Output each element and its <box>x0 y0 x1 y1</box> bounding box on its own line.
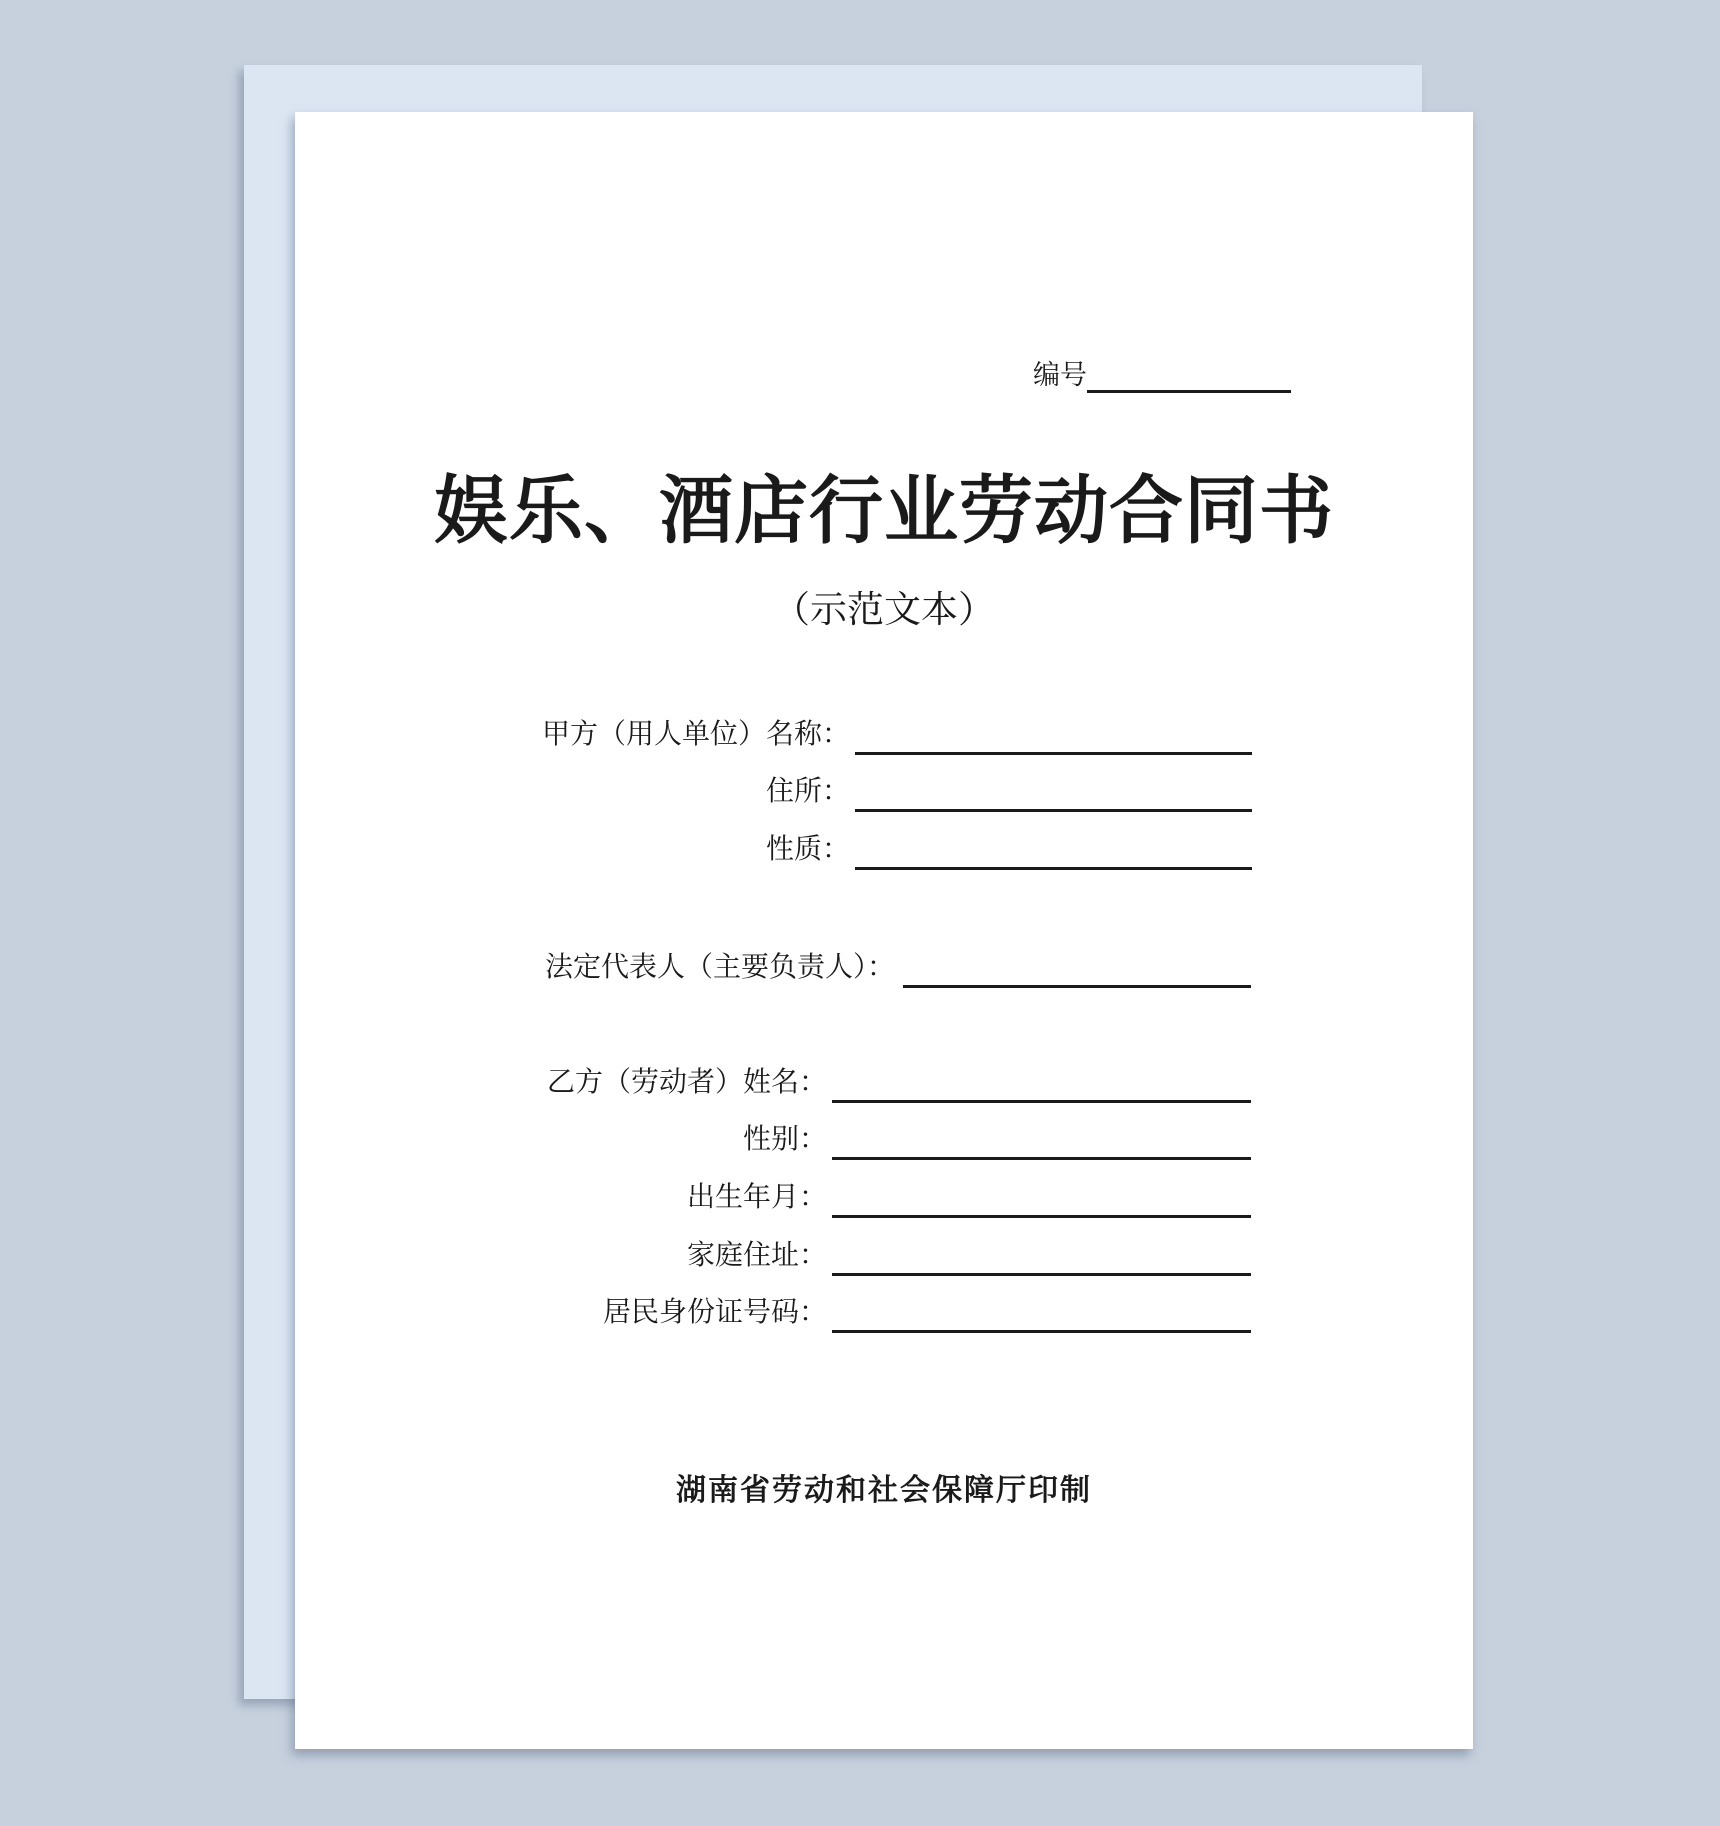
serial-number-label: 编号 <box>1033 360 1087 390</box>
party-b-home-address-label: 家庭住址： <box>686 1239 827 1270</box>
party-a-address-blank-line <box>855 768 1252 812</box>
form-row-party-a-nature <box>295 826 1473 870</box>
form-row-party-a-name <box>295 711 1473 755</box>
serial-number-row <box>1033 354 1291 393</box>
party-b-name-blank-line <box>832 1059 1251 1103</box>
party-b-gender-blank-line <box>832 1116 1251 1160</box>
legal-representative-blank-line <box>903 944 1251 988</box>
serial-number-blank-line <box>1087 354 1291 393</box>
party-b-id-number-label: 居民身份证号码： <box>602 1296 827 1327</box>
party-a-name-blank-line <box>855 711 1252 755</box>
form-row-party-b-id-number <box>295 1289 1473 1333</box>
party-a-nature-blank-line <box>855 826 1252 870</box>
legal-representative-label: 法定代表人（主要负责人）： <box>544 951 895 982</box>
form-row-party-b-name <box>295 1059 1473 1103</box>
form-row-legal-representative <box>295 944 1473 988</box>
party-b-birth-date-blank-line <box>832 1174 1251 1218</box>
issuer-imprint: 湖南省劳动和社会保障厅印制 <box>676 1474 1092 1507</box>
party-b-birth-date-label: 出生年月： <box>686 1181 827 1212</box>
form-row-party-b-birth-date <box>295 1174 1473 1218</box>
form-row-party-b-home-address <box>295 1232 1473 1276</box>
party-b-id-number-blank-line <box>832 1289 1251 1333</box>
form-row-party-b-gender <box>295 1116 1473 1160</box>
party-b-name-label: 乙方（劳动者）姓名： <box>546 1066 827 1097</box>
party-b-gender-label: 性别： <box>742 1123 827 1154</box>
party-a-address-label: 住所： <box>765 775 850 806</box>
contract-cover-page <box>295 112 1473 1749</box>
party-b-home-address-blank-line <box>832 1232 1251 1276</box>
party-a-name-label: 甲方（用人单位）名称： <box>541 718 850 749</box>
form-row-party-a-address <box>295 768 1473 812</box>
party-a-nature-label: 性质： <box>765 833 850 864</box>
document-subtitle: （示范文本） <box>773 589 995 630</box>
document-title: 娱乐、酒店行业劳动合同书 <box>434 469 1334 552</box>
